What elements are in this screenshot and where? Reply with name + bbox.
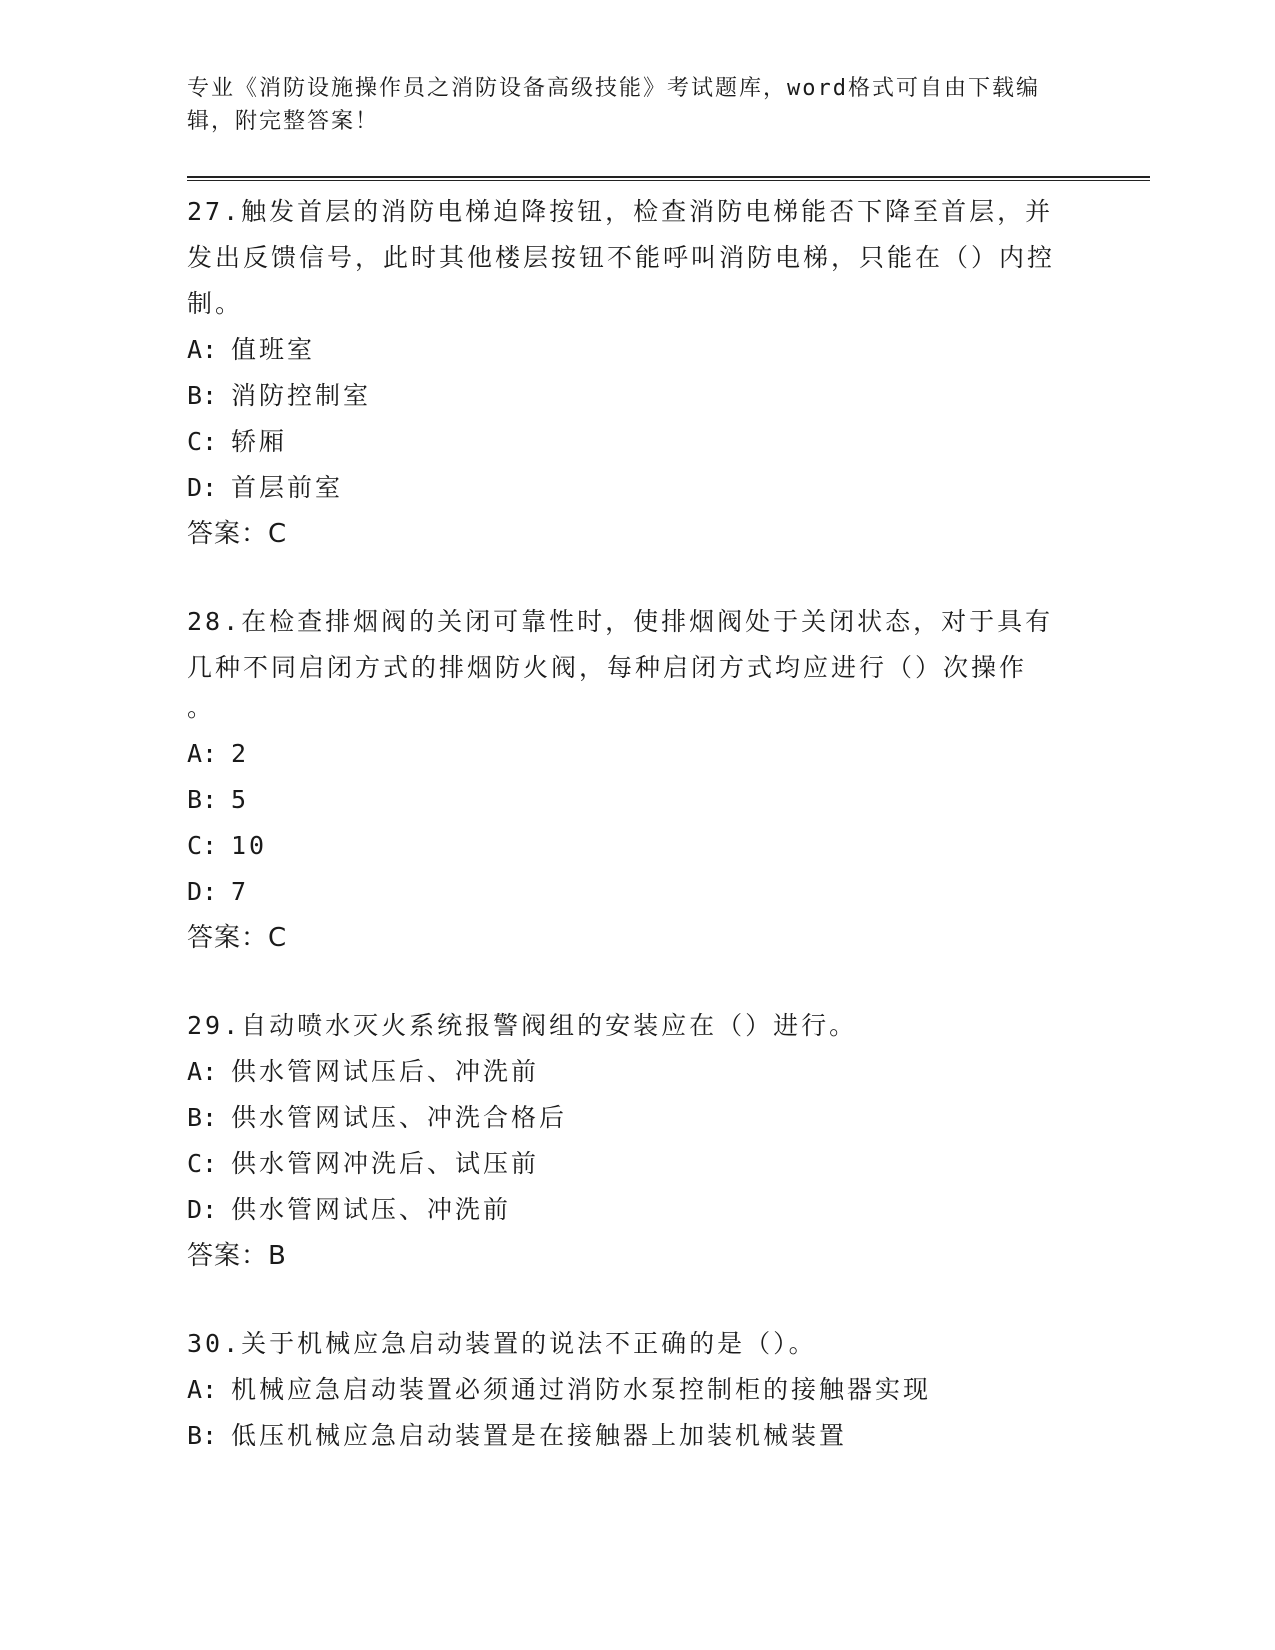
option-a	[187, 1367, 1150, 1413]
option-text: 消防控制室	[231, 381, 372, 410]
option-text: 供水管网冲洗后、试压前	[231, 1149, 540, 1178]
option-text: 7	[231, 877, 250, 906]
option-b	[187, 1095, 1150, 1141]
question-text: 27.触发首层的消防电梯迫降按钮，检查消防电梯能否下降至首层，并发出反馈信号，此时其他楼层按钮不能呼叫消防电梯，只能在（）内控制。	[187, 197, 1056, 318]
option-text: 轿厢	[231, 427, 288, 456]
answer-line: 答案：B	[187, 1241, 287, 1271]
question-spacer	[187, 1279, 1150, 1321]
option-list	[187, 1367, 1150, 1459]
option-list	[187, 731, 1150, 915]
option-text: 供水管网试压、冲洗合格后	[231, 1103, 568, 1132]
option-key: A:	[187, 739, 218, 768]
option-key: D:	[187, 1195, 218, 1224]
option-c	[187, 419, 1150, 465]
option-list	[187, 1049, 1150, 1233]
document-page	[187, 72, 1150, 1459]
option-text: 首层前室	[231, 473, 344, 502]
option-key: C:	[187, 831, 218, 860]
option-key: A:	[187, 1375, 218, 1404]
option-d	[187, 1187, 1150, 1233]
option-d	[187, 869, 1150, 915]
question-29	[187, 1003, 1150, 1279]
option-b	[187, 373, 1150, 419]
option-key: B:	[187, 785, 218, 814]
option-b	[187, 777, 1150, 823]
option-text: 10	[231, 831, 268, 860]
option-list	[187, 327, 1150, 511]
option-key: A:	[187, 1057, 218, 1086]
option-key: C:	[187, 1149, 218, 1178]
option-key: B:	[187, 1103, 218, 1132]
document-header: 专业《消防设施操作员之消防设备高级技能》考试题库，word格式可自由下载编辑，附完整答案！	[187, 76, 1040, 134]
option-key: B:	[187, 1421, 218, 1450]
question-30	[187, 1321, 1150, 1459]
option-key: C:	[187, 427, 218, 456]
option-key: A:	[187, 335, 218, 364]
option-d	[187, 465, 1150, 511]
option-text: 低压机械应急启动装置是在接触器上加装机械装置	[231, 1421, 848, 1450]
option-a	[187, 731, 1150, 777]
option-text: 2	[231, 739, 250, 768]
question-text: 30.关于机械应急启动装置的说法不正确的是（）。	[187, 1329, 817, 1358]
answer-line: 答案：C	[187, 923, 288, 953]
option-key: D:	[187, 473, 218, 502]
question-27	[187, 189, 1150, 557]
option-text: 供水管网试压、冲洗前	[231, 1195, 512, 1224]
option-key: B:	[187, 381, 218, 410]
question-text: 28.在检查排烟阀的关闭可靠性时，使排烟阀处于关闭状态，对于具有几种不同启闭方式的排烟防火阀，每种启闭方式均应进行（）次操作	[187, 607, 1054, 682]
option-text: 5	[231, 785, 250, 814]
option-text: 机械应急启动装置必须通过消防水泵控制柜的接触器实现	[231, 1375, 932, 1404]
option-key: D:	[187, 877, 218, 906]
question-28	[187, 599, 1150, 961]
option-c	[187, 823, 1150, 869]
option-b	[187, 1413, 1150, 1459]
option-a	[187, 327, 1150, 373]
question-text: 29.自动喷水灭火系统报警阀组的安装应在（）进行。	[187, 1011, 858, 1040]
option-c	[187, 1141, 1150, 1187]
option-text: 供水管网试压后、冲洗前	[231, 1057, 540, 1086]
answer-line: 答案：C	[187, 519, 288, 549]
option-a	[187, 1049, 1150, 1095]
question-spacer	[187, 961, 1150, 1003]
question-spacer	[187, 557, 1150, 599]
question-trailing-punctuation: 。	[187, 693, 213, 722]
header-divider	[187, 176, 1150, 181]
option-text: 值班室	[231, 335, 316, 364]
